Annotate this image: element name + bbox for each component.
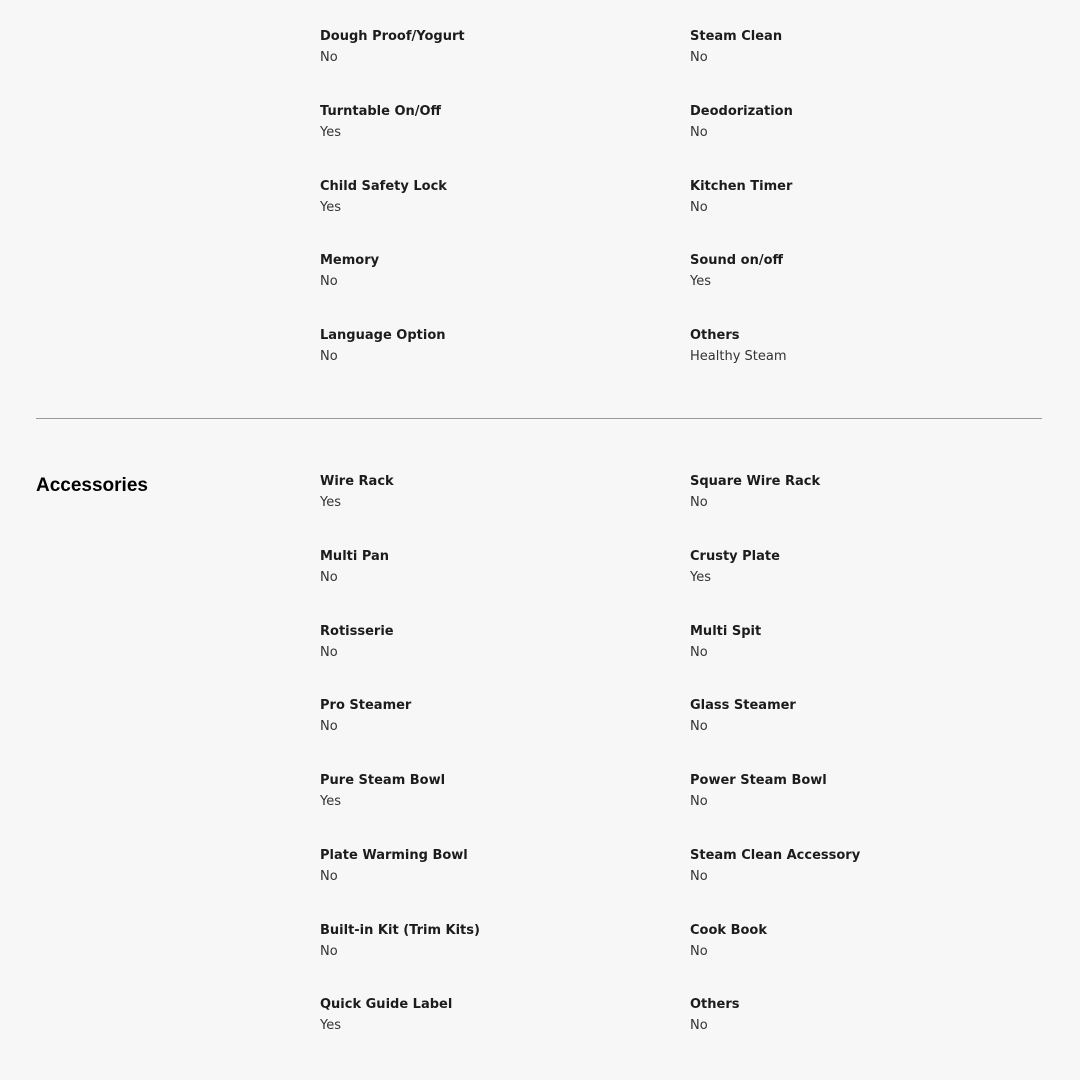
spec-square-wire-rack (690, 472, 1060, 547)
spec-value: No (690, 124, 708, 140)
spec-language-option (320, 326, 690, 401)
spec-label: Language Option (320, 328, 446, 343)
spec-value: No (690, 644, 708, 660)
spec-deodorization (690, 102, 1060, 177)
spec-sound-on-off (690, 251, 1060, 326)
spec-label: Cook Book (690, 922, 767, 938)
features-spec-grid (320, 27, 1060, 401)
spec-value: No (690, 199, 708, 215)
spec-label: Multi Spit (690, 623, 762, 639)
spec-label: Others (690, 997, 740, 1013)
spec-label: Child Safety Lock (320, 178, 447, 194)
spec-value: No (320, 349, 338, 364)
spec-label: Wire Rack (320, 474, 394, 489)
spec-power-steam-bowl (690, 771, 1060, 846)
spec-label: Quick Guide Label (320, 997, 453, 1013)
spec-crusty-plate (690, 547, 1060, 622)
spec-wire-rack (320, 472, 690, 547)
spec-label: Pure Steam Bowl (320, 773, 446, 788)
spec-label: Others (690, 328, 740, 343)
section-title: Accessories (36, 475, 148, 496)
spec-pro-steamer (320, 696, 690, 771)
spec-dough-proof-yogurt (320, 27, 690, 102)
spec-value: No (320, 868, 338, 884)
spec-value: No (320, 644, 338, 660)
spec-value: No (320, 943, 338, 959)
spec-label: Deodorization (690, 103, 793, 119)
spec-value: No (320, 569, 338, 585)
spec-value: No (690, 868, 708, 884)
spec-label: Plate Warming Bowl (320, 847, 468, 863)
spec-pure-steam-bowl (320, 771, 690, 846)
spec-label: Kitchen Timer (690, 178, 793, 194)
spec-value: Yes (690, 274, 711, 290)
spec-turntable-on-off (320, 102, 690, 177)
spec-label: Multi Pan (320, 548, 390, 564)
spec-rotisserie (320, 622, 690, 697)
spec-value: No (320, 50, 338, 65)
spec-others (690, 995, 1060, 1070)
spec-label: Rotisserie (320, 623, 394, 639)
spec-value: No (320, 719, 338, 735)
spec-others (690, 326, 1060, 401)
spec-label: Power Steam Bowl (690, 773, 827, 788)
spec-value: Yes (690, 569, 711, 585)
spec-value: Yes (320, 794, 341, 809)
spec-label: Built-in Kit (Trim Kits) (320, 922, 480, 938)
spec-kitchen-timer (690, 177, 1060, 252)
accessories-spec-grid (320, 472, 1060, 1070)
spec-label: Steam Clean Accessory (690, 847, 861, 863)
spec-label: Dough Proof/Yogurt (320, 29, 465, 44)
spec-built-in-kit (320, 921, 690, 996)
spec-label: Sound on/off (690, 253, 784, 269)
spec-steam-clean-accessory (690, 846, 1060, 921)
spec-value: No (690, 719, 708, 735)
spec-label: Pro Steamer (320, 698, 412, 714)
spec-quick-guide-label (320, 995, 690, 1070)
spec-value: Healthy Steam (690, 349, 787, 364)
spec-value: Yes (320, 1018, 341, 1034)
spec-value: No (690, 50, 708, 65)
spec-value: No (690, 1018, 708, 1034)
spec-value: No (320, 274, 338, 290)
spec-value: No (690, 794, 708, 809)
spec-multi-pan (320, 547, 690, 622)
spec-multi-spit (690, 622, 1060, 697)
spec-label: Memory (320, 253, 380, 269)
spec-label: Steam Clean (690, 29, 783, 44)
spec-label: Square Wire Rack (690, 474, 821, 489)
spec-glass-steamer (690, 696, 1060, 771)
spec-value: No (690, 495, 708, 510)
spec-steam-clean (690, 27, 1060, 102)
spec-cook-book (690, 921, 1060, 996)
spec-label: Crusty Plate (690, 548, 780, 564)
section-divider (36, 418, 1042, 419)
spec-memory (320, 251, 690, 326)
spec-child-safety-lock (320, 177, 690, 252)
spec-value: Yes (320, 199, 341, 215)
spec-value: No (690, 943, 708, 959)
spec-plate-warming-bowl (320, 846, 690, 921)
spec-label: Glass Steamer (690, 698, 796, 714)
spec-label: Turntable On/Off (320, 103, 442, 119)
spec-value: Yes (320, 495, 341, 510)
spec-value: Yes (320, 124, 341, 140)
